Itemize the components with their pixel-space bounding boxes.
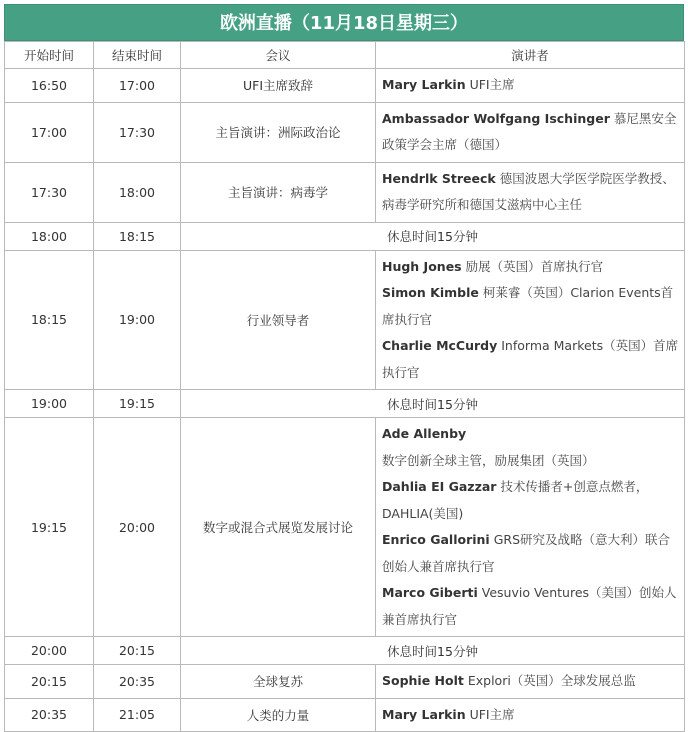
schedule-container — [4, 4, 684, 732]
break-row — [5, 637, 685, 665]
speaker-entry — [382, 668, 680, 695]
speaker-cell — [376, 69, 685, 103]
speaker-entry — [382, 580, 680, 633]
speaker-cell — [376, 418, 685, 637]
speaker-description: Vesuvio Ventures（美国）创始人兼首席执行官 — [382, 585, 677, 627]
header-row — [5, 42, 685, 69]
speaker-description: 技术传播者+创意点燃者，DAHLIA(美国) — [382, 479, 649, 521]
speaker-name: Dahlia EI Gazzar — [382, 479, 497, 494]
speaker-name: Marco Giberti — [382, 585, 478, 600]
session-cell: 主旨演讲：病毒学 — [181, 162, 376, 222]
speaker-description: 励展（英国）首席执行官 — [461, 258, 604, 274]
session-row — [5, 102, 685, 162]
end-time-cell: 18:15 — [94, 222, 181, 250]
speaker-name: Mary Larkin — [382, 706, 466, 722]
speaker-description: 数字创新全球主管，励展集团（英国） — [382, 452, 595, 468]
start-time-cell: 17:00 — [5, 102, 94, 162]
break-row — [5, 390, 685, 418]
speaker-description: UFI主席 — [465, 77, 515, 92]
end-time-cell: 21:05 — [94, 698, 181, 732]
start-time-cell: 20:35 — [5, 698, 94, 732]
speaker-cell — [376, 162, 685, 222]
start-time-cell: 17:30 — [5, 162, 94, 222]
start-time-cell: 19:15 — [5, 418, 94, 637]
speaker-description: 慕尼黑安全政策学会主席（德国） — [382, 110, 677, 152]
speaker-name: Ade Allenby — [382, 426, 467, 441]
speaker-name: Hendrlk Streeck — [382, 170, 496, 186]
speaker-entry — [382, 166, 680, 219]
speaker-cell — [376, 665, 685, 699]
break-cell: 休息时间15分钟 — [181, 390, 685, 418]
speaker-description: UFI主席 — [465, 706, 515, 722]
speaker-name: Simon Kimble — [382, 285, 479, 300]
start-time-cell: 19:00 — [5, 390, 94, 418]
speaker-entry — [382, 702, 680, 729]
session-row — [5, 665, 685, 699]
speaker-name: Mary Larkin — [382, 77, 466, 92]
speaker-description: GRS研究及战略（意大利）联合创始人兼首席执行官 — [382, 532, 671, 574]
start-time-cell: 16:50 — [5, 69, 94, 103]
schedule-title: 欧洲直播（11月18日星期三） — [4, 4, 684, 41]
break-cell: 休息时间15分钟 — [181, 222, 685, 250]
header-start-time: 开始时间 — [5, 42, 94, 69]
session-cell: 人类的力量 — [181, 698, 376, 732]
break-cell: 休息时间15分钟 — [181, 637, 685, 665]
speaker-entry — [382, 421, 680, 474]
end-time-cell: 20:35 — [94, 665, 181, 699]
schedule-body — [5, 69, 685, 732]
session-cell: UFI主席致辞 — [181, 69, 376, 103]
header-speaker: 演讲者 — [376, 42, 685, 69]
speaker-name: Hugh Jones — [382, 258, 462, 274]
speaker-description: 柯莱睿（英国）Clarion Events首席执行官 — [382, 285, 674, 327]
end-time-cell: 20:00 — [94, 418, 181, 637]
end-time-cell: 19:15 — [94, 390, 181, 418]
session-cell: 行业领导者 — [181, 250, 376, 390]
session-row — [5, 250, 685, 390]
speaker-cell — [376, 102, 685, 162]
speaker-description: 德国波恩大学医学院医学教授、病毒学研究所和德国艾滋病中心主任 — [382, 170, 675, 212]
start-time-cell: 20:15 — [5, 665, 94, 699]
speaker-entry — [382, 280, 680, 333]
session-row — [5, 698, 685, 732]
speaker-entry — [382, 254, 680, 281]
speaker-entry — [382, 106, 680, 159]
session-row — [5, 418, 685, 637]
speaker-name: Sophie Holt — [382, 673, 464, 688]
session-cell: 数字或混合式展览发展讨论 — [181, 418, 376, 637]
speaker-description: Informa Markets（英国）首席执行官 — [382, 338, 679, 380]
speaker-name: Ambassador Wolfgang Ischinger — [382, 110, 610, 126]
speaker-entry — [382, 527, 680, 580]
end-time-cell: 17:00 — [94, 69, 181, 103]
start-time-cell: 18:15 — [5, 250, 94, 390]
header-session: 会议 — [181, 42, 376, 69]
header-end-time: 结束时间 — [94, 42, 181, 69]
speaker-name: Charlie McCurdy — [382, 338, 498, 353]
speaker-cell — [376, 698, 685, 732]
start-time-cell: 20:00 — [5, 637, 94, 665]
end-time-cell: 18:00 — [94, 162, 181, 222]
speaker-entry — [382, 333, 680, 386]
speaker-name: Enrico Gallorini — [382, 532, 490, 547]
end-time-cell: 19:00 — [94, 250, 181, 390]
speaker-cell — [376, 250, 685, 390]
start-time-cell: 18:00 — [5, 222, 94, 250]
schedule-table — [4, 41, 685, 732]
speaker-entry — [382, 72, 680, 99]
session-row — [5, 69, 685, 103]
session-cell: 全球复苏 — [181, 665, 376, 699]
session-row — [5, 162, 685, 222]
end-time-cell: 17:30 — [94, 102, 181, 162]
speaker-description: Explori（英国）全球发展总监 — [463, 673, 636, 688]
speaker-entry — [382, 474, 680, 527]
break-row — [5, 222, 685, 250]
session-cell: 主旨演讲：洲际政治论 — [181, 102, 376, 162]
end-time-cell: 20:15 — [94, 637, 181, 665]
